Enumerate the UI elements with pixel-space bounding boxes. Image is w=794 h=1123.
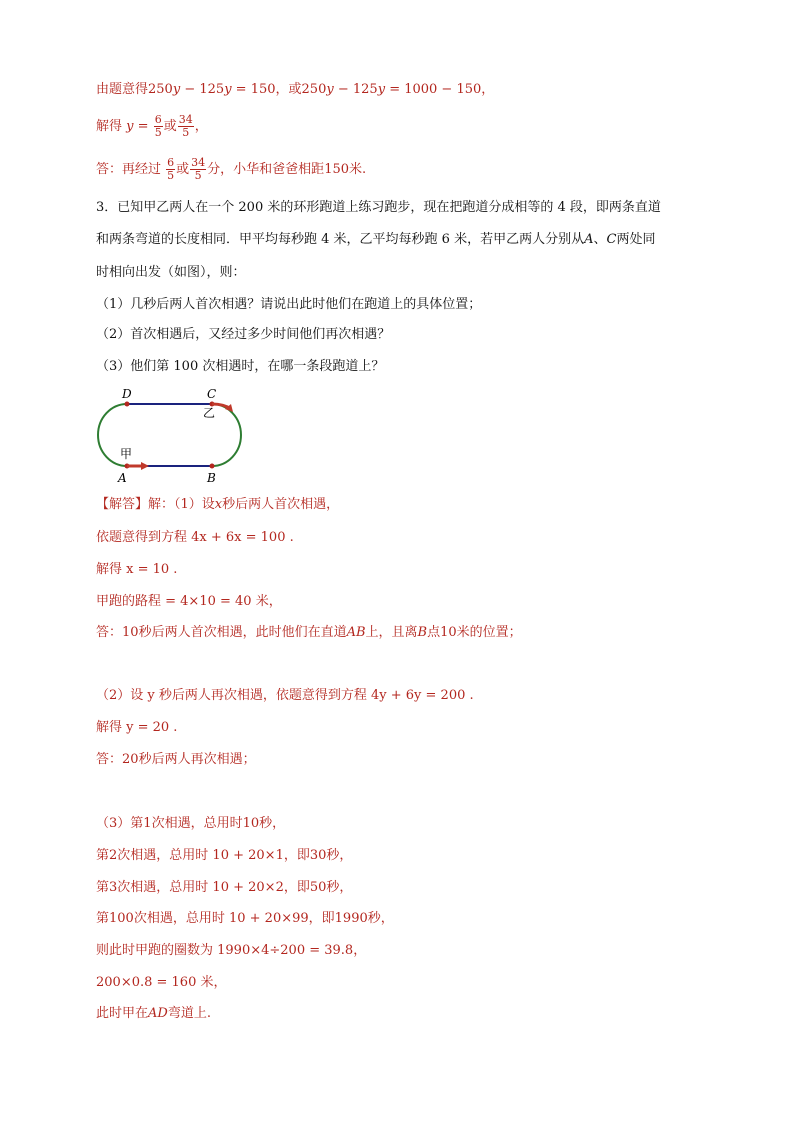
label-d: D bbox=[122, 387, 132, 401]
text: 解：（1）设 bbox=[148, 497, 215, 512]
solution-line: 甲跑的路程 = 4×10 = 40 米， bbox=[96, 594, 282, 609]
text: 10 bbox=[242, 816, 260, 831]
text: 和两条弯道的长度相同．甲平均每秒跑 4 米，乙平均每秒跑 6 米，若甲乙两人分别从 bbox=[96, 232, 585, 247]
solution-line bbox=[96, 909, 394, 929]
text: = 1000 − 150， bbox=[385, 82, 495, 97]
denominator: 5 bbox=[154, 126, 162, 139]
text: 1990 bbox=[334, 911, 368, 926]
text: 次相遇，总用时 bbox=[151, 816, 243, 831]
text: 或 bbox=[176, 162, 190, 177]
point-b bbox=[210, 464, 215, 469]
text: 分，小华和爸爸相距 bbox=[207, 162, 325, 177]
text: 秒， bbox=[367, 911, 394, 926]
text: = bbox=[133, 119, 153, 134]
question-1: （1）几秒后两人首次相遇？请说出此时他们在跑道上的具体位置； bbox=[96, 297, 482, 312]
var: C bbox=[606, 232, 617, 247]
var: AB bbox=[346, 625, 366, 640]
numerator: 6 bbox=[167, 156, 175, 169]
solution-line bbox=[96, 750, 256, 770]
text: 秒， bbox=[326, 880, 353, 895]
label-b: B bbox=[207, 471, 216, 485]
text: 秒， bbox=[259, 816, 286, 831]
text: 10 bbox=[122, 625, 139, 640]
track-diagram bbox=[94, 385, 254, 485]
text: 秒， bbox=[326, 848, 353, 863]
numerator: 6 bbox=[154, 113, 162, 126]
text: 点 bbox=[427, 625, 441, 640]
text: 1 bbox=[143, 816, 152, 831]
fraction bbox=[178, 114, 194, 139]
text: 此时甲在 bbox=[96, 1006, 149, 1021]
solution-line: 200×0.8 = 160 米， bbox=[96, 975, 227, 990]
fraction bbox=[166, 157, 175, 182]
text: 弯道上. bbox=[167, 1006, 211, 1021]
question-2: （2）首次相遇后，又经过多少时间他们再次相遇？ bbox=[96, 327, 391, 342]
solution-line: 依题意得到方程 4x + 6x = 100 . bbox=[96, 530, 294, 545]
text: 答： bbox=[96, 625, 123, 640]
text: 第 bbox=[96, 848, 110, 863]
text: 秒后两人首次相遇， bbox=[222, 497, 340, 512]
text: 答：再经过 bbox=[96, 162, 162, 177]
text: 第 bbox=[96, 880, 110, 895]
text: 150 bbox=[324, 162, 350, 177]
point-d bbox=[125, 402, 130, 407]
var: x bbox=[214, 497, 223, 512]
solution-line bbox=[96, 623, 522, 643]
text: 第 bbox=[96, 911, 110, 926]
solution-line bbox=[96, 814, 285, 834]
text: 20 bbox=[122, 752, 139, 767]
text: 、 bbox=[593, 232, 607, 247]
text: = 150，或 bbox=[231, 82, 302, 97]
solution-line: 解得 y = 20 . bbox=[96, 720, 178, 735]
text: 两处同 bbox=[616, 232, 656, 247]
denominator: 5 bbox=[194, 169, 202, 182]
denominator: 5 bbox=[182, 126, 190, 139]
text: 或 bbox=[163, 119, 177, 134]
text: 250 bbox=[148, 82, 173, 97]
solution-header bbox=[96, 495, 339, 515]
text: 3 bbox=[109, 880, 118, 895]
arrow-jia-head bbox=[141, 462, 149, 470]
fraction bbox=[154, 114, 163, 139]
equation-line bbox=[96, 80, 494, 100]
solution-line: 解得 x = 10 . bbox=[96, 562, 178, 577]
text: 秒后两人再次相遇； bbox=[138, 752, 256, 767]
text: 2 bbox=[109, 848, 118, 863]
solution-line bbox=[96, 846, 352, 866]
text: 100 bbox=[109, 911, 134, 926]
problem-text bbox=[96, 230, 655, 250]
problem-text: 3．已知甲乙两人在一个 200 米的环形跑道上练习跑步，现在把跑道分成相等的 4 段，即两条直道 bbox=[96, 200, 661, 215]
text: 由题意得 bbox=[96, 82, 149, 97]
text: 上，且离 bbox=[365, 625, 418, 640]
text: 次相遇，总用时 10 + 20×99，即 bbox=[133, 911, 335, 926]
text: 次相遇，总用时 10 + 20×2，即 bbox=[117, 880, 310, 895]
problem-text: 时相向出发（如图），则： bbox=[96, 265, 246, 280]
text: 答： bbox=[96, 752, 123, 767]
question-3: （3）他们第 100 次相遇时，在哪一条段跑道上？ bbox=[96, 359, 385, 374]
numerator: 34 bbox=[191, 156, 206, 169]
var: y bbox=[172, 82, 181, 97]
text: 250 bbox=[301, 82, 327, 97]
text: ， bbox=[194, 119, 208, 134]
fraction bbox=[190, 157, 206, 182]
text: 30 bbox=[309, 848, 327, 863]
var: y bbox=[377, 82, 386, 97]
text: 米的位置； bbox=[456, 625, 522, 640]
denominator: 5 bbox=[167, 169, 175, 182]
label-a: A bbox=[118, 471, 127, 485]
var: y bbox=[326, 82, 334, 97]
label-c: C bbox=[207, 387, 217, 401]
text: 10 bbox=[440, 625, 457, 640]
var: y bbox=[224, 82, 232, 97]
text: （3）第 bbox=[96, 816, 144, 831]
text: − 125 bbox=[333, 82, 378, 97]
var: A bbox=[584, 232, 594, 247]
text: 50 bbox=[309, 880, 327, 895]
solution-line bbox=[96, 878, 352, 898]
text: 米. bbox=[349, 162, 367, 177]
numerator: 34 bbox=[178, 113, 193, 126]
var: B bbox=[417, 625, 428, 640]
text: − 125 bbox=[180, 82, 225, 97]
solution-line: （2）设 y 秒后两人再次相遇，依题意得到方程 4y + 6y = 200 . bbox=[96, 688, 474, 703]
var: y bbox=[126, 119, 134, 134]
text: 秒后两人首次相遇，此时他们在直道 bbox=[138, 625, 347, 640]
answer-line bbox=[96, 157, 366, 182]
text: 解得 bbox=[96, 119, 123, 134]
label-yi: 乙 bbox=[203, 406, 216, 420]
solution-line bbox=[96, 1004, 211, 1024]
solve-line bbox=[96, 114, 208, 139]
label-jia: 甲 bbox=[120, 447, 133, 461]
solution-line: 则此时甲跑的圈数为 1990×4÷200 = 39.8， bbox=[96, 943, 367, 958]
text: 次相遇，总用时 10 + 20×1，即 bbox=[117, 848, 310, 863]
var: AD bbox=[148, 1006, 168, 1021]
answer-tag: 【解答】 bbox=[96, 497, 149, 512]
